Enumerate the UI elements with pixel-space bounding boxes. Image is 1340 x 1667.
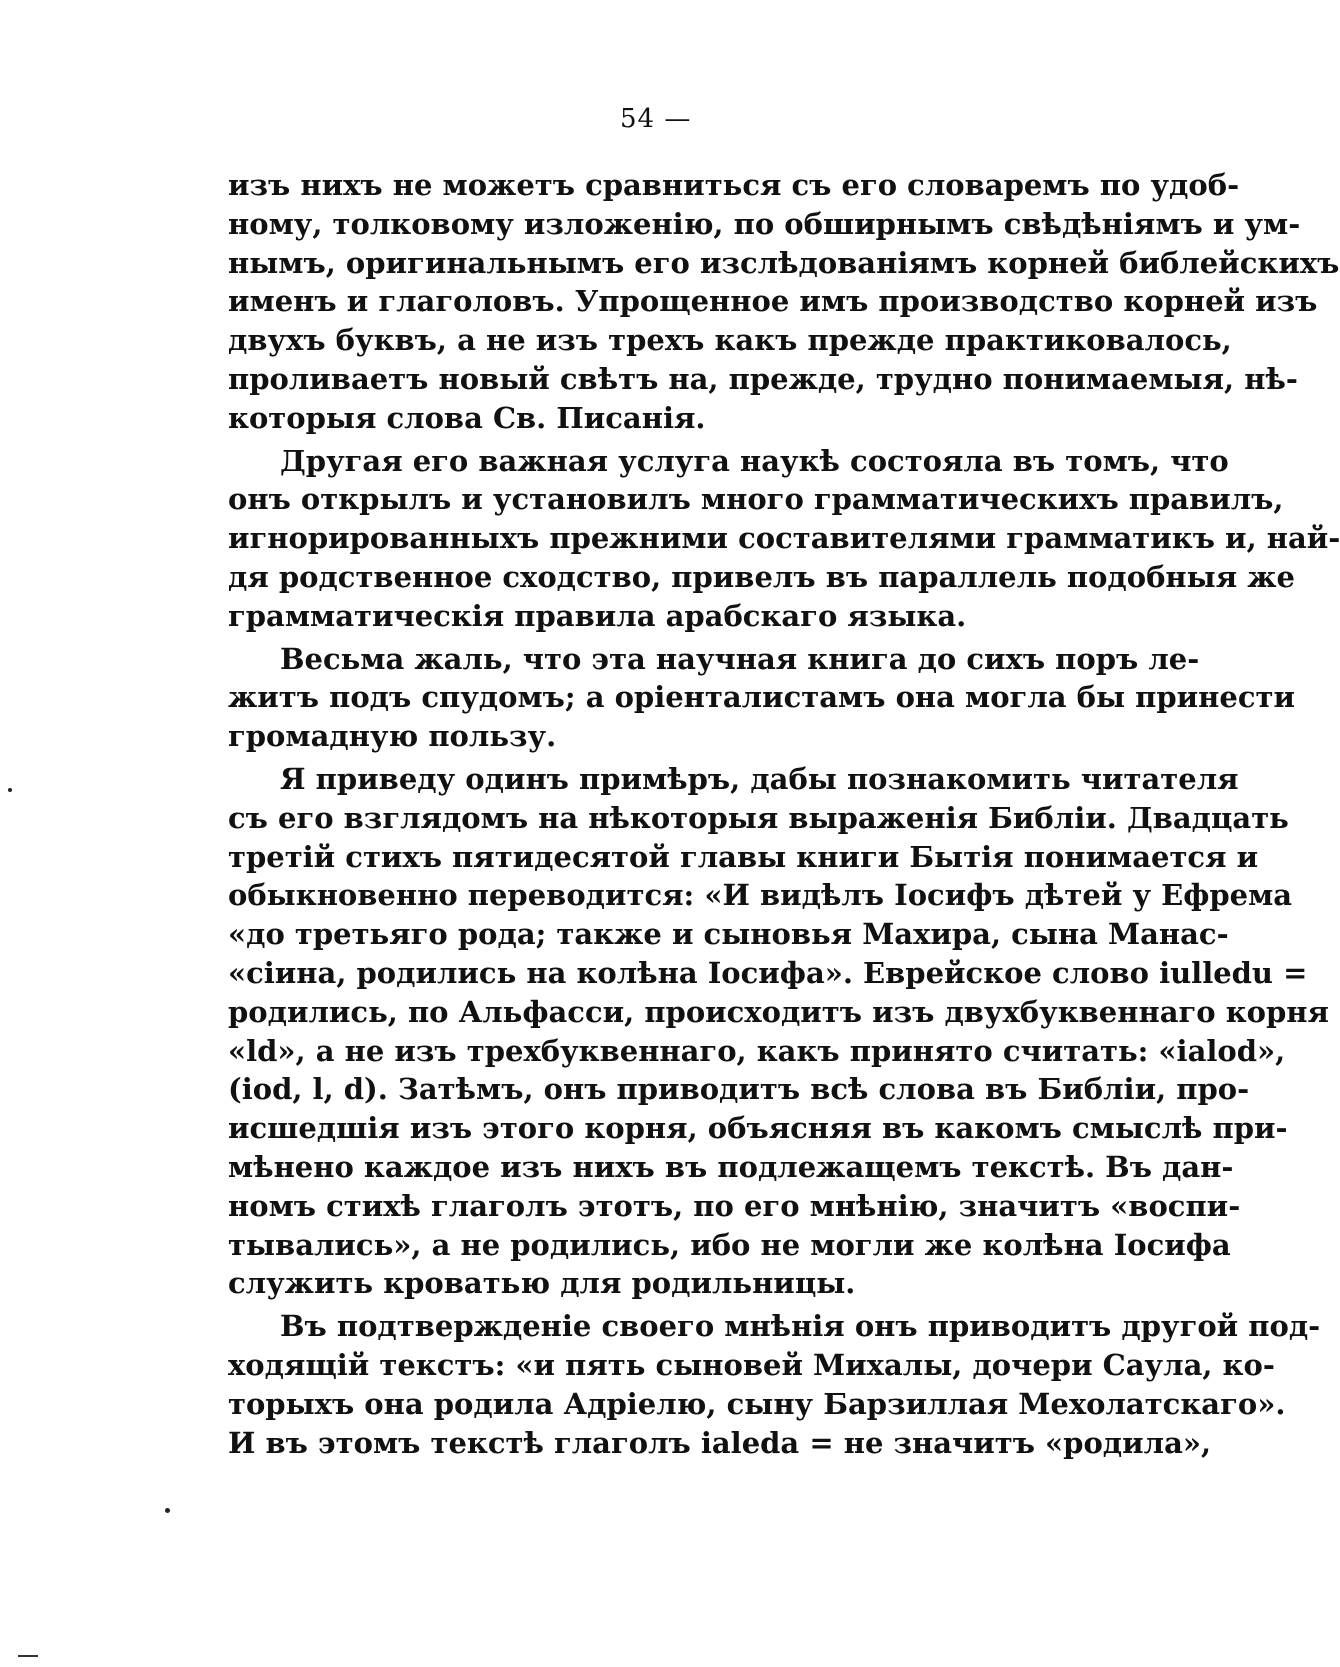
text-line: житъ подъ спудомъ; а оріенталистамъ она могла бы принести	[228, 680, 1295, 715]
text-line: ходящій текстъ: «и пять сыновей Михалы, дочери Саула, ко-	[228, 1347, 1275, 1382]
body-text	[228, 166, 1340, 1462]
text-line: громадную пользу.	[228, 719, 557, 754]
text-line: третій стихъ пятидесятой главы книги Бытія понимается и	[228, 839, 1259, 874]
text-line: Въ подтвержденіе своего мнѣнія онъ приводитъ другой под-	[280, 1309, 1321, 1344]
text-line: Я приведу одинъ примѣръ, дабы познакомить читателя	[280, 761, 1239, 796]
text-line: исшедшія изъ этого корня, объясняя въ какомъ смыслѣ при-	[228, 1111, 1288, 1146]
text-line: «сіина, родились на колѣна Іосифа». Еврейское слово iulledu =	[228, 955, 1308, 990]
margin-speck	[8, 788, 12, 792]
margin-rule	[18, 1655, 38, 1657]
text-line: дя родственное сходство, привелъ въ параллель подобныя же	[228, 559, 1295, 594]
text-line: мѣнено каждое изъ нихъ въ подлежащемъ текстѣ. Въ дан-	[228, 1149, 1234, 1184]
text-line: грамматическія правила арабскаго языка.	[228, 598, 967, 633]
text-line: которыя слова Св. Писанія.	[228, 400, 706, 435]
text-line: торыхъ она родила Адріелю, сыну Барзиллая Мехолатскаго».	[228, 1386, 1286, 1421]
text-line: служить кроватью для родильницы.	[228, 1266, 856, 1301]
page-number: 54 —	[620, 104, 692, 134]
text-line: онъ открылъ и установилъ много грамматическихъ правилъ,	[228, 482, 1284, 517]
text-line: изъ нихъ не можетъ сравниться съ его словаремъ по удоб-	[228, 168, 1240, 202]
text-line: нымъ, оригинальнымъ его изслѣдованіямъ корней библейскихъ	[228, 245, 1340, 280]
text-line: родились, по Альфасси, происходитъ изъ двухбуквеннаго корня	[228, 994, 1329, 1029]
text-line: (iod, l, d). Затѣмъ, онъ приводитъ всѣ слова въ Библіи, про-	[228, 1072, 1250, 1107]
text-line: «ld», а не изъ трехбуквеннаго, какъ принято считать: «ialod»,	[228, 1033, 1286, 1068]
text-line: игнорированныхъ прежними составителями грамматикъ и, най-	[228, 521, 1340, 556]
text-line: Другая его важная услуга наукѣ состояла въ томъ, что	[280, 443, 1229, 478]
text-line: именъ и глаголовъ. Упрощенное имъ производство корней изъ	[228, 284, 1318, 319]
text-line: проливаетъ новый свѣтъ на, прежде, трудно понимаемыя, нѣ-	[228, 361, 1298, 396]
text-line: съ его взглядомъ на нѣкоторыя выраженія Библіи. Двадцать	[228, 800, 1289, 835]
text-line: «до третьяго рода; также и сыновья Махира, сына Манас-	[228, 917, 1229, 952]
text-line: Весьма жаль, что эта научная книга до сихъ поръ ле-	[280, 641, 1200, 676]
text-line: номъ стихѣ глаголъ этотъ, по его мнѣнію, значитъ «воспи-	[228, 1188, 1241, 1223]
text-line: тывались», а не родились, ибо не могли же колѣна Іосифа	[228, 1227, 1231, 1262]
text-line: ному, толковому изложенію, по обширнымъ свѣдѣніямъ и ум-	[228, 206, 1301, 241]
text-line: обыкновенно переводится: «И видѣлъ Іосифъ дѣтей у Ефрема	[228, 878, 1293, 913]
margin-speck	[165, 1508, 170, 1513]
text-line: двухъ буквъ, а не изъ трехъ какъ прежде практиковалось,	[228, 323, 1232, 358]
text-line: И въ этомъ текстѣ глаголъ ialeda = не значитъ «родила»,	[228, 1425, 1212, 1460]
